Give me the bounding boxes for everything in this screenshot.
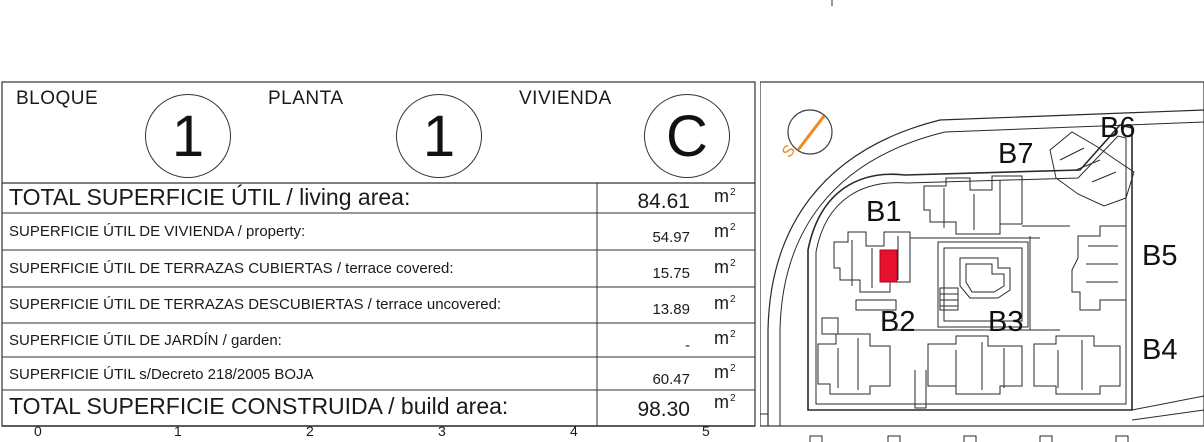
row-label: SUPERFICIE ÚTIL DE JARDÍN / garden: — [9, 332, 282, 349]
block-label-b2: B2 — [880, 306, 916, 338]
row-value: 13.89 — [652, 301, 690, 318]
row-label: TOTAL SUPERFICIE ÚTIL / living area: — [9, 184, 411, 210]
bloque-value: 1 — [145, 94, 231, 178]
row-unit: $m^2$ — [714, 362, 736, 382]
row-label: SUPERFICIE ÚTIL DE TERRAZAS CUBIERTAS / terrace covered: — [9, 260, 454, 277]
vivienda-value: C — [644, 94, 730, 178]
row-unit: $m^2$ — [714, 186, 736, 206]
compass-icon: S — [779, 142, 799, 162]
scale-tick: 2 — [306, 423, 314, 439]
scale-tick: 4 — [570, 423, 578, 439]
row-unit: $m^2$ — [714, 221, 736, 241]
row-label: SUPERFICIE ÚTIL DE TERRAZAS DESCUBIERTAS / terrace uncovered: — [9, 296, 502, 313]
row-unit: $m^2$ — [714, 392, 736, 412]
row-unit: $m^2$ — [714, 328, 736, 348]
scale-tick: 1 — [174, 423, 182, 439]
row-value: 60.47 — [652, 371, 690, 388]
block-label-b4: B4 — [1142, 334, 1178, 366]
site-plan — [760, 0, 1204, 442]
row-unit: $m^2$ — [714, 293, 736, 313]
row-value: 15.75 — [652, 265, 690, 282]
block-label-b3: B3 — [988, 306, 1024, 338]
bloque-label: BLOQUE — [16, 88, 99, 109]
block-label-b6: B6 — [1100, 112, 1136, 144]
block-label-b7: B7 — [998, 138, 1034, 170]
planta-value: 1 — [396, 94, 482, 178]
vivienda-label: VIVIENDA — [519, 88, 612, 109]
row-value: 54.97 — [652, 229, 690, 246]
planta-label: PLANTA — [268, 88, 344, 109]
scale-tick: 0 — [34, 423, 42, 439]
scale-tick: 5 — [702, 423, 710, 439]
row-value: 98.30 — [637, 398, 690, 421]
scale-tick: 3 — [438, 423, 446, 439]
row-value: 84.61 — [637, 190, 690, 213]
block-label-b1: B1 — [866, 196, 902, 228]
row-value: - — [685, 337, 690, 354]
row-label: SUPERFICIE ÚTIL DE VIVIENDA / property: — [9, 223, 306, 240]
block-label-b5: B5 — [1142, 240, 1178, 272]
row-label: SUPERFICIE ÚTIL s/Decreto 218/2005 BOJA — [9, 366, 314, 383]
row-label: TOTAL SUPERFICIE CONSTRUIDA / build area: — [9, 393, 509, 419]
row-unit: $m^2$ — [714, 257, 736, 277]
